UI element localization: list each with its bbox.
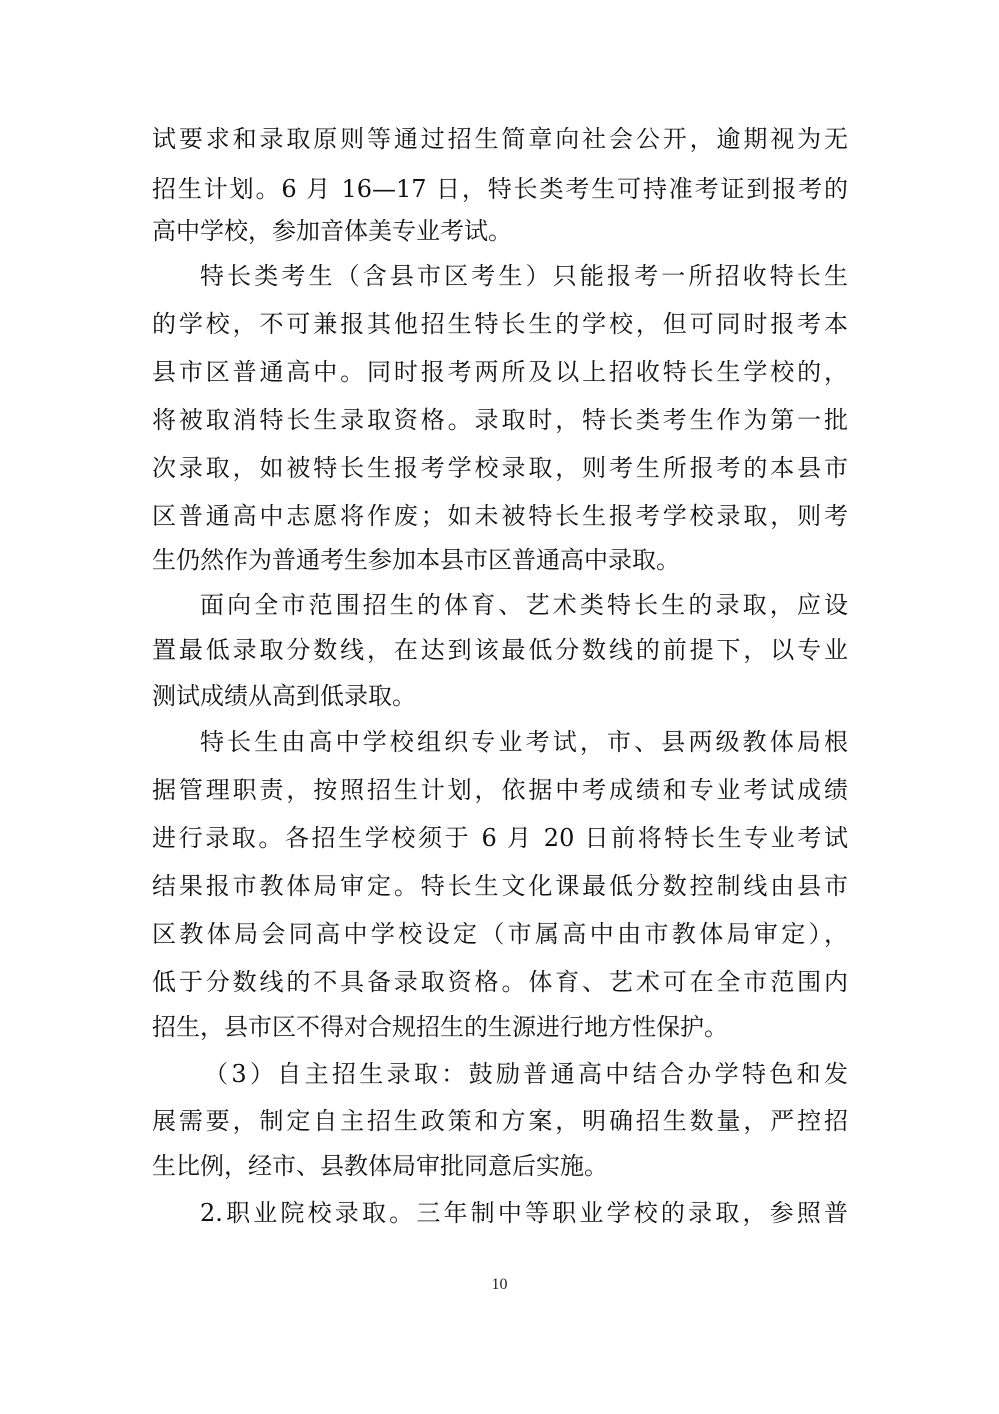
paragraph-line: 测试成绩从高到低录取。 [152,682,416,710]
paragraph-line: 将被取消特长生录取资格。录取时，特长类考生作为第一批 [152,406,848,434]
paragraph-line: （3）自主招生录取：鼓励普通高中结合办学特色和发 [204,1060,848,1088]
paragraph-line: 2.职业院校录取。三年制中等职业学校的录取，参照普 [200,1199,848,1227]
paragraph-line: 低于分数线的不具备录取资格。体育、艺术可在全市范围内 [152,968,848,996]
paragraph-line: 次录取，如被特长生报考学校录取，则考生所报考的本县市 [152,454,848,482]
paragraph-line: 的学校，不可兼报其他招生特长生的学校，但可同时报考本 [152,310,848,338]
paragraph-line: 结果报市教体局审定。特长生文化课最低分数控制线由县市 [152,872,848,900]
paragraph-line: 置最低录取分数线，在达到该最低分数线的前提下，以专业 [152,636,848,664]
paragraph-line: 生比例，经市、县教体局审批同意后实施。 [152,1152,608,1180]
paragraph-line: 区普通高中志愿将作废；如未被特长生报考学校录取，则考 [152,502,848,530]
paragraph-line: 招生，县市区不得对合规招生的生源进行地方性保护。 [152,1013,728,1041]
paragraph-line: 面向全市范围招生的体育、艺术类特长生的录取，应设 [200,591,848,619]
paragraph-line: 进行录取。各招生学校须于 6 月 20 日前将特长生专业考试 [152,824,848,852]
paragraph-line: 展需要，制定自主招生政策和方案，明确招生数量，严控招 [152,1107,848,1135]
paragraph-line: 特长生由高中学校组织专业考试，市、县两级教体局根 [200,728,848,756]
paragraph-line: 区教体局会同高中学校设定（市属高中由市教体局审定）， [152,920,848,948]
paragraph-line: 高中学校，参加音体美专业考试。 [152,217,512,245]
page-number: 10 [491,1276,508,1293]
paragraph-line: 据管理职责，按照招生计划，依据中考成绩和专业考试成绩 [152,776,848,804]
paragraph-line: 生仍然作为普通考生参加本县市区普通高中录取。 [152,546,680,574]
paragraph-line: 招生计划。6 月 16—17 日，特长类考生可持准考证到报考的 [152,175,848,203]
paragraph-line: 县市区普通高中。同时报考两所及以上招收特长生学校的， [152,358,848,386]
paragraph-line: 试要求和录取原则等通过招生简章向社会公开，逾期视为无 [152,125,848,153]
paragraph-line: 特长类考生（含县市区考生）只能报考一所招收特长生 [200,262,848,290]
